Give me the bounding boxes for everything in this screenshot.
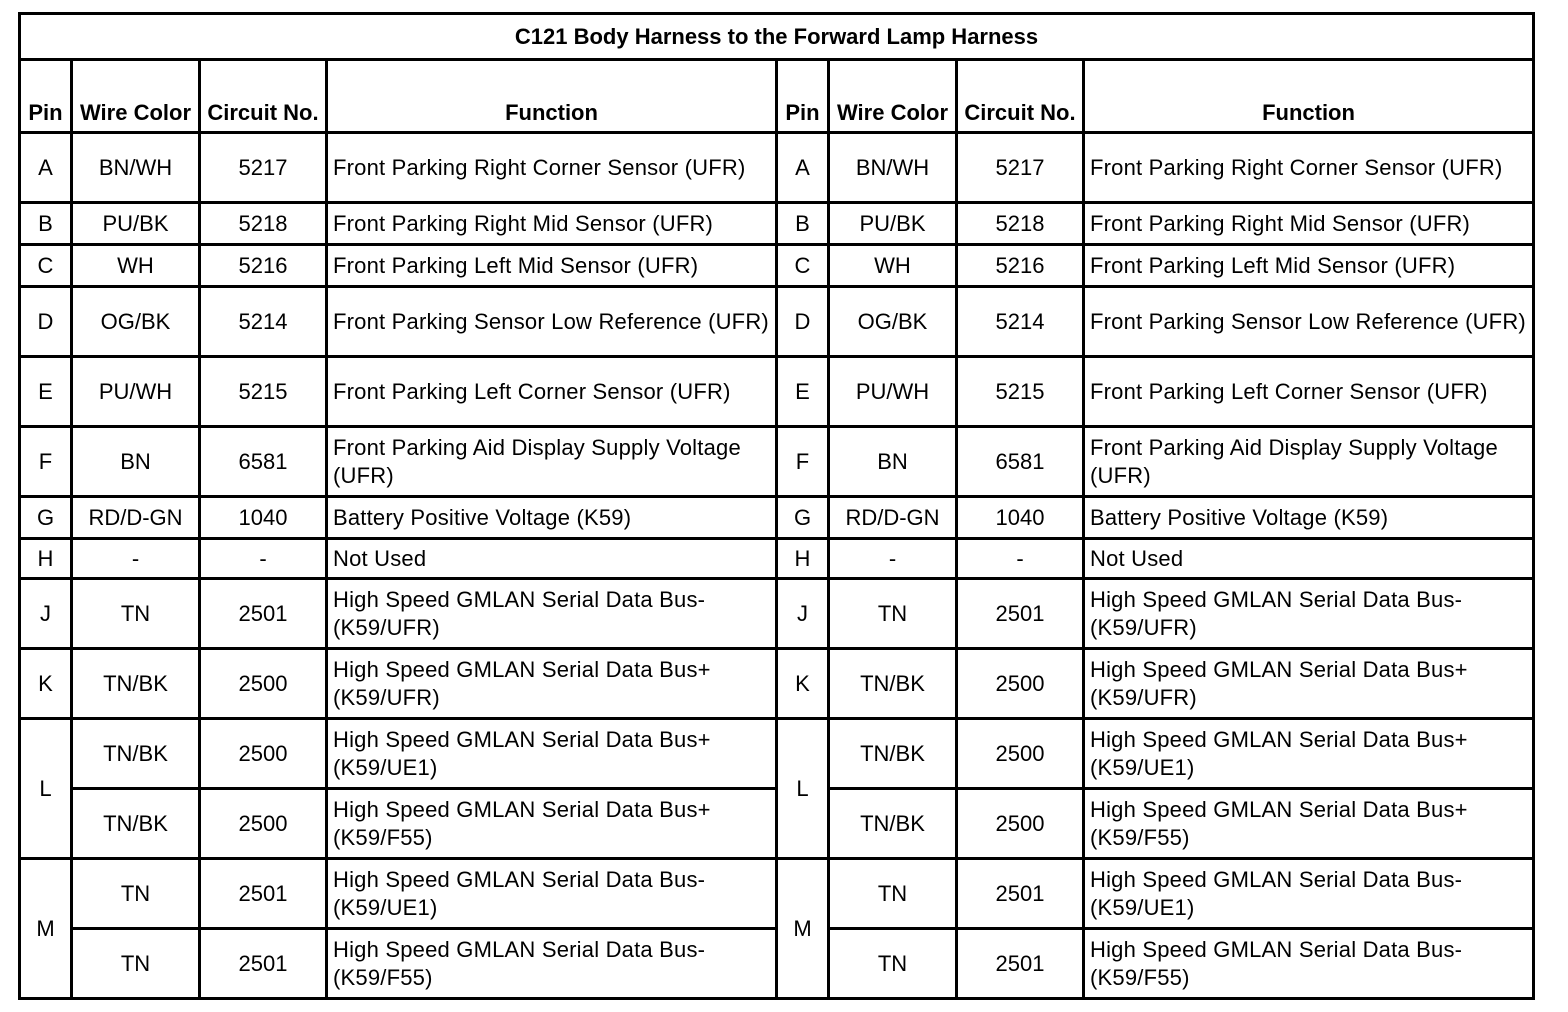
header-circuit-no: Circuit No. xyxy=(957,60,1084,133)
table-row xyxy=(20,357,1534,427)
wire-color-cell: OG/BK xyxy=(72,287,200,357)
pin-cell: H xyxy=(777,539,829,579)
wire-color-cell: BN xyxy=(829,427,957,497)
circuit-no-cell: 5215 xyxy=(957,357,1084,427)
circuit-no-cell: 5216 xyxy=(957,245,1084,287)
circuit-no-cell: 5214 xyxy=(957,287,1084,357)
pin-cell: G xyxy=(20,497,72,539)
pin-cell: K xyxy=(777,649,829,719)
function-cell: Front Parking Aid Display Supply Voltage (UFR) xyxy=(1084,427,1534,497)
wire-color-cell: TN/BK xyxy=(829,719,957,789)
wire-color-cell: - xyxy=(829,539,957,579)
circuit-no-cell: 2500 xyxy=(200,719,327,789)
circuit-no-cell: - xyxy=(200,539,327,579)
pin-cell: J xyxy=(20,579,72,649)
function-cell: Front Parking Aid Display Supply Voltage (UFR) xyxy=(327,427,777,497)
wire-color-cell: WH xyxy=(72,245,200,287)
header-wire-color: Wire Color xyxy=(829,60,957,133)
function-cell: Front Parking Right Mid Sensor (UFR) xyxy=(327,203,777,245)
pin-cell: G xyxy=(777,497,829,539)
wire-color-cell: RD/D-GN xyxy=(72,497,200,539)
function-cell: Front Parking Right Corner Sensor (UFR) xyxy=(1084,133,1534,203)
wire-color-cell: TN xyxy=(829,929,957,999)
table-row xyxy=(20,579,1534,649)
function-cell: High Speed GMLAN Serial Data Bus+ (K59/UFR) xyxy=(1084,649,1534,719)
wire-color-cell: BN/WH xyxy=(829,133,957,203)
table-row xyxy=(20,245,1534,287)
table-title: C121 Body Harness to the Forward Lamp Harness xyxy=(20,14,1534,60)
circuit-no-cell: 2501 xyxy=(957,579,1084,649)
function-cell: Battery Positive Voltage (K59) xyxy=(327,497,777,539)
function-cell: High Speed GMLAN Serial Data Bus- (K59/UFR) xyxy=(327,579,777,649)
wire-color-cell: TN/BK xyxy=(829,789,957,859)
wire-color-cell: PU/WH xyxy=(829,357,957,427)
circuit-no-cell: 5215 xyxy=(200,357,327,427)
table-body xyxy=(20,133,1534,999)
wire-color-cell: WH xyxy=(829,245,957,287)
header-wire-color: Wire Color xyxy=(72,60,200,133)
circuit-no-cell: 2500 xyxy=(200,649,327,719)
pin-cell: B xyxy=(777,203,829,245)
table-row xyxy=(20,497,1534,539)
circuit-no-cell: 2501 xyxy=(200,929,327,999)
function-cell: Front Parking Right Corner Sensor (UFR) xyxy=(327,133,777,203)
function-cell: Front Parking Left Corner Sensor (UFR) xyxy=(327,357,777,427)
pin-cell: M xyxy=(20,859,72,999)
circuit-no-cell: 6581 xyxy=(957,427,1084,497)
function-cell: High Speed GMLAN Serial Data Bus- (K59/F55) xyxy=(327,929,777,999)
pin-cell: C xyxy=(20,245,72,287)
circuit-no-cell: 2500 xyxy=(957,789,1084,859)
function-cell: High Speed GMLAN Serial Data Bus+ (K59/UE1) xyxy=(327,719,777,789)
pin-cell: L xyxy=(777,719,829,859)
function-cell: High Speed GMLAN Serial Data Bus- (K59/UE1) xyxy=(327,859,777,929)
function-cell: Battery Positive Voltage (K59) xyxy=(1084,497,1534,539)
wire-color-cell: TN xyxy=(72,579,200,649)
pin-cell: E xyxy=(777,357,829,427)
circuit-no-cell: - xyxy=(957,539,1084,579)
table-row xyxy=(20,719,1534,789)
function-cell: Front Parking Left Mid Sensor (UFR) xyxy=(327,245,777,287)
circuit-no-cell: 6581 xyxy=(200,427,327,497)
pin-cell: D xyxy=(20,287,72,357)
wire-color-cell: TN/BK xyxy=(72,719,200,789)
table-row xyxy=(20,427,1534,497)
circuit-no-cell: 5217 xyxy=(957,133,1084,203)
wire-color-cell: PU/BK xyxy=(829,203,957,245)
function-cell: Front Parking Left Corner Sensor (UFR) xyxy=(1084,357,1534,427)
header-function: Function xyxy=(327,60,777,133)
wire-color-cell: TN xyxy=(72,859,200,929)
wire-color-cell: BN xyxy=(72,427,200,497)
function-cell: High Speed GMLAN Serial Data Bus- (K59/UFR) xyxy=(1084,579,1534,649)
pin-cell: E xyxy=(20,357,72,427)
pin-cell: L xyxy=(20,719,72,859)
pin-cell: B xyxy=(20,203,72,245)
circuit-no-cell: 5214 xyxy=(200,287,327,357)
circuit-no-cell: 2501 xyxy=(200,579,327,649)
pin-cell: J xyxy=(777,579,829,649)
header-function: Function xyxy=(1084,60,1534,133)
function-cell: High Speed GMLAN Serial Data Bus+ (K59/UFR) xyxy=(327,649,777,719)
pin-cell: A xyxy=(20,133,72,203)
header-row xyxy=(20,60,1534,133)
pin-cell: K xyxy=(20,649,72,719)
pin-cell: H xyxy=(20,539,72,579)
pin-cell: D xyxy=(777,287,829,357)
wire-color-cell: PU/WH xyxy=(72,357,200,427)
wire-color-cell: TN xyxy=(829,859,957,929)
wire-color-cell: TN/BK xyxy=(829,649,957,719)
function-cell: Front Parking Sensor Low Reference (UFR) xyxy=(327,287,777,357)
function-cell: High Speed GMLAN Serial Data Bus+ (K59/F55) xyxy=(1084,789,1534,859)
wire-color-cell: TN/BK xyxy=(72,789,200,859)
table-row xyxy=(20,649,1534,719)
header-circuit-no: Circuit No. xyxy=(200,60,327,133)
circuit-no-cell: 2501 xyxy=(200,859,327,929)
pin-cell: M xyxy=(777,859,829,999)
function-cell: Not Used xyxy=(1084,539,1534,579)
circuit-no-cell: 2501 xyxy=(957,929,1084,999)
header-pin: Pin xyxy=(777,60,829,133)
circuit-no-cell: 5217 xyxy=(200,133,327,203)
table-row xyxy=(20,539,1534,579)
table-row xyxy=(20,133,1534,203)
circuit-no-cell: 2500 xyxy=(957,719,1084,789)
function-cell: High Speed GMLAN Serial Data Bus+ (K59/F55) xyxy=(327,789,777,859)
pin-cell: F xyxy=(777,427,829,497)
function-cell: High Speed GMLAN Serial Data Bus- (K59/UE1) xyxy=(1084,859,1534,929)
circuit-no-cell: 2500 xyxy=(200,789,327,859)
wire-color-cell: OG/BK xyxy=(829,287,957,357)
function-cell: High Speed GMLAN Serial Data Bus- (K59/F55) xyxy=(1084,929,1534,999)
table-row xyxy=(20,287,1534,357)
connector-table xyxy=(18,12,1535,1000)
function-cell: Front Parking Right Mid Sensor (UFR) xyxy=(1084,203,1534,245)
wire-color-cell: TN xyxy=(72,929,200,999)
circuit-no-cell: 5216 xyxy=(200,245,327,287)
wire-color-cell: - xyxy=(72,539,200,579)
pin-cell: C xyxy=(777,245,829,287)
function-cell: Not Used xyxy=(327,539,777,579)
circuit-no-cell: 1040 xyxy=(200,497,327,539)
wire-color-cell: RD/D-GN xyxy=(829,497,957,539)
wire-color-cell: TN/BK xyxy=(72,649,200,719)
wire-color-cell: PU/BK xyxy=(72,203,200,245)
circuit-no-cell: 5218 xyxy=(200,203,327,245)
wire-color-cell: BN/WH xyxy=(72,133,200,203)
pin-cell: A xyxy=(777,133,829,203)
pin-cell: F xyxy=(20,427,72,497)
circuit-no-cell: 1040 xyxy=(957,497,1084,539)
circuit-no-cell: 2500 xyxy=(957,649,1084,719)
function-cell: Front Parking Sensor Low Reference (UFR) xyxy=(1084,287,1534,357)
circuit-no-cell: 5218 xyxy=(957,203,1084,245)
function-cell: Front Parking Left Mid Sensor (UFR) xyxy=(1084,245,1534,287)
circuit-no-cell: 2501 xyxy=(957,859,1084,929)
function-cell: High Speed GMLAN Serial Data Bus+ (K59/UE1) xyxy=(1084,719,1534,789)
table-row xyxy=(20,859,1534,929)
wire-color-cell: TN xyxy=(829,579,957,649)
header-pin: Pin xyxy=(20,60,72,133)
table-row xyxy=(20,203,1534,245)
